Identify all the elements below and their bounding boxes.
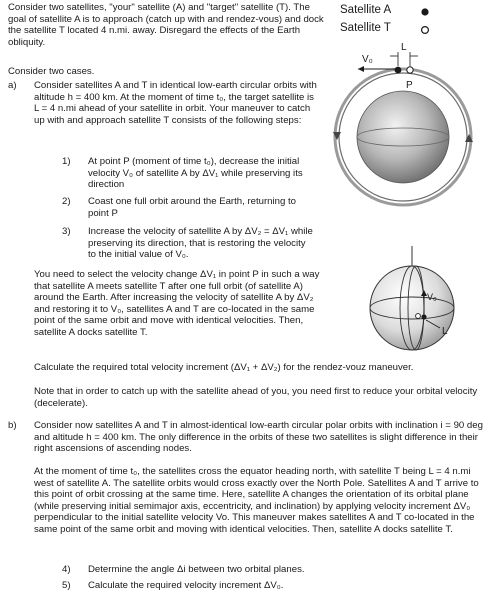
orbit-diagram bbox=[318, 40, 488, 215]
part-a-label: a) bbox=[8, 80, 17, 91]
l-label-polar: L bbox=[442, 326, 448, 337]
earth-sphere bbox=[357, 91, 449, 183]
step-2-number: 2) bbox=[62, 196, 71, 207]
step-5-text: Calculate the required velocity increment ΔV₀. bbox=[88, 580, 284, 591]
step-4-text: Determine the angle Δi between two orbital planes. bbox=[88, 564, 305, 575]
part-a-text: Consider satellites A and T in identical low-earth circular orbits with altitude h = 400 km. At the moment of time t₀, the target satellite is L = 4 n.mi ahead of your satellite in orbit. Your maneuver to catch up with and approach satellite T consists of the following steps: bbox=[34, 80, 317, 126]
part-a-text-3: Calculate the required total velocity increment (ΔV₁ + ΔV₂) for the rendez-vouz maneuver. bbox=[34, 362, 414, 373]
legend-markers bbox=[418, 4, 432, 38]
satellite-t-icon bbox=[407, 67, 413, 73]
v0-label-polar: V₀ bbox=[427, 292, 437, 302]
v0-arrowhead-icon bbox=[358, 66, 364, 72]
sphere bbox=[370, 266, 454, 350]
satellite-a-polar-icon bbox=[421, 314, 426, 319]
step-1-text: At point P (moment of time t₀), decrease the initial velocity V₀ of satellite A by ΔV₁ while preserving its direction bbox=[88, 156, 303, 191]
step-4-number: 4) bbox=[62, 564, 71, 575]
part-b-text-2: At the moment of time t₀, the satellites cross the equator heading north, with satellite T being L = 4 n.mi west of satellite A. The satellite orbits would cross exactly over the North Pole. Satellites A and T arrive to this point of orbit crossing at the same time. Here, satellite A changes the orientation of its orbital plane (while preserving initial semimajor axis, eccentricity, and inclination) by applying velocity increment ΔV₀ perpendicular to the initial satellite velocity Vo. This maneuver makes satellites A and T co-located in the same point of the same orbit and moving with identical velocities. Then, satellite A docks satellite T. bbox=[34, 466, 479, 535]
part-b-label: b) bbox=[8, 420, 17, 431]
part-a-text-4: Note that in order to catch up with the satellite ahead of you, you need first to reduce your orbital velocity (decelerate). bbox=[34, 386, 478, 409]
step-3-number: 3) bbox=[62, 226, 71, 237]
l-label: L bbox=[401, 42, 407, 53]
legend-label-satellite-a: Satellite A bbox=[340, 4, 392, 16]
satellite-a-icon bbox=[395, 67, 402, 74]
consider-cases: Consider two cases. bbox=[8, 66, 95, 77]
part-a-text-2: You need to select the velocity change ΔV₁ in point P in such a way that satellite A meets satellite T after one full orbit (of satellite A) around the Earth. After increasing the velocity of satellite A by ΔV₂ and restoring it to V₀, satellites A and T are co-located in the same point of the same orbit and move with identical velocities. Then, satellite A docks satellite T. bbox=[34, 269, 320, 338]
step-2-text: Coast one full orbit around the Earth, returning to point P bbox=[88, 196, 296, 219]
satellite-t-marker-icon bbox=[422, 27, 429, 34]
step-1-number: 1) bbox=[62, 156, 71, 167]
step-3-text: Increase the velocity of satellite A by ΔV₂ = ΔV₁ while preserving its direction, that is restoring the velocity to the initial value of V₀. bbox=[88, 226, 313, 261]
intro-paragraph: Consider two satellites, "your" satellite (A) and "target" satellite (T). The goal of satellite A is to approach (catch up with and rendez-vous) and dock the satellite T located 4 n.mi. away. Disregard the effects of the Earth obliquity. bbox=[8, 2, 324, 48]
step-5-number: 5) bbox=[62, 580, 71, 591]
v0-label: V₀ bbox=[362, 54, 373, 65]
legend-label-satellite-t: Satellite T bbox=[340, 22, 391, 34]
satellite-a-marker-icon bbox=[421, 8, 428, 15]
polar-orbit-diagram bbox=[360, 240, 470, 360]
point-p-label: P bbox=[406, 80, 413, 91]
satellite-t-polar-icon bbox=[416, 314, 421, 319]
part-b-text: Consider now satellites A and T in almost-identical low-earth circular polar orbits with inclination i = 90 deg and altitude h = 400 km. The only difference in the orbits of these two satellites is slight difference in their right ascensions of ascending nodes. bbox=[34, 420, 483, 455]
